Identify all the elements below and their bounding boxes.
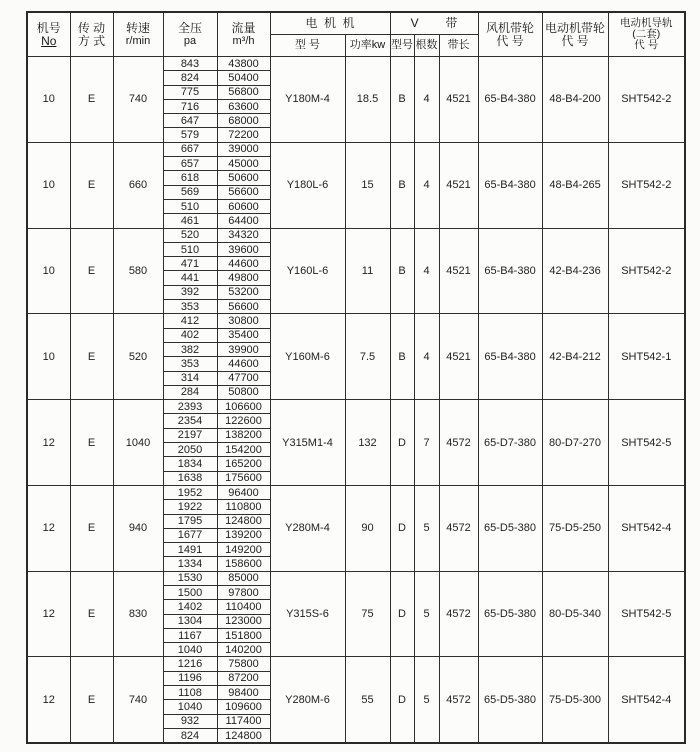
- cell-pressure: 2393: [163, 400, 217, 414]
- cell-drive-mode: E: [70, 142, 113, 228]
- cell-pressure: 647: [163, 114, 217, 128]
- cell-flow: 63600: [217, 99, 270, 113]
- header-label: No: [41, 33, 57, 48]
- cell-machine-no: 12: [27, 657, 70, 743]
- col-group-vbelt: V 带: [390, 12, 478, 35]
- cell-vbelt-model: D: [390, 400, 414, 486]
- cell-vbelt-count: 5: [414, 571, 439, 657]
- header-label: 电动机导轨: [620, 17, 673, 29]
- cell-flow: 123000: [217, 614, 270, 628]
- cell-fan-pulley: 65-B4-380: [478, 314, 542, 400]
- header-label: 代 号: [561, 33, 589, 48]
- header-label: 代 号: [496, 33, 524, 48]
- cell-flow: 53200: [217, 285, 270, 299]
- cell-fan-pulley: 65-D5-380: [478, 657, 542, 743]
- cell-pressure: 657: [163, 157, 217, 171]
- cell-flow: 98400: [217, 686, 270, 700]
- cell-motor-power: 132: [345, 400, 390, 486]
- cell-pressure: 392: [163, 285, 217, 299]
- cell-motor-power: 90: [345, 485, 390, 571]
- cell-drive-mode: E: [70, 657, 113, 743]
- cell-flow: 56800: [217, 85, 270, 99]
- cell-pressure: 284: [163, 385, 217, 399]
- cell-rail: SHT542-5: [608, 571, 685, 657]
- cell-rail: SHT542-2: [608, 57, 685, 143]
- cell-speed: 830: [113, 571, 163, 657]
- cell-pressure: 2197: [163, 428, 217, 442]
- cell-rail: SHT542-2: [608, 228, 685, 314]
- cell-speed: 520: [113, 314, 163, 400]
- cell-pressure: 824: [163, 728, 217, 743]
- cell-vbelt-model: B: [390, 228, 414, 314]
- header-label: 机号: [36, 20, 61, 35]
- cell-motor-model: Y160M-6: [270, 314, 345, 400]
- cell-flow: 109600: [217, 700, 270, 714]
- cell-flow: 64400: [217, 214, 270, 228]
- cell-fan-pulley: 65-B4-380: [478, 57, 542, 143]
- cell-rail: SHT542-5: [608, 400, 685, 486]
- cell-pressure: 1677: [163, 528, 217, 542]
- cell-rail: SHT542-4: [608, 485, 685, 571]
- cell-flow: 44600: [217, 257, 270, 271]
- cell-drive-mode: E: [70, 571, 113, 657]
- cell-flow: 175600: [217, 471, 270, 485]
- col-header-vbelt-model: 型号: [390, 35, 414, 57]
- col-header-fan-pulley: [478, 12, 542, 57]
- cell-vbelt-count: 5: [414, 657, 439, 743]
- cell-motor-pulley: 42-B4-212: [542, 314, 608, 400]
- cell-flow: 50800: [217, 385, 270, 399]
- cell-pressure: 716: [163, 99, 217, 113]
- cell-motor-pulley: 48-B4-265: [542, 142, 608, 228]
- cell-rail: SHT542-2: [608, 142, 685, 228]
- cell-flow: 122600: [217, 414, 270, 428]
- cell-drive-mode: E: [70, 400, 113, 486]
- cell-flow: 138200: [217, 428, 270, 442]
- spec-row: [27, 314, 685, 328]
- cell-pressure: 1834: [163, 457, 217, 471]
- cell-flow: 35400: [217, 328, 270, 342]
- cell-vbelt-count: 7: [414, 400, 439, 486]
- cell-flow: 117400: [217, 714, 270, 728]
- cell-speed: 1040: [113, 400, 163, 486]
- cell-pressure: 520: [163, 228, 217, 242]
- cell-speed: 740: [113, 57, 163, 143]
- cell-vbelt-model: D: [390, 571, 414, 657]
- header-label: 全压: [177, 20, 202, 35]
- col-header-pressure: [163, 12, 217, 57]
- cell-motor-pulley: 80-D7-270: [542, 400, 608, 486]
- cell-flow: 39000: [217, 142, 270, 156]
- cell-motor-model: Y280M-4: [270, 485, 345, 571]
- cell-machine-no: 10: [27, 142, 70, 228]
- cell-pressure: 461: [163, 214, 217, 228]
- cell-pressure: 1500: [163, 585, 217, 599]
- cell-vbelt-model: B: [390, 57, 414, 143]
- spec-row: [27, 142, 685, 156]
- spec-row: [27, 228, 685, 242]
- spec-row: [27, 485, 685, 499]
- cell-flow: 124800: [217, 728, 270, 743]
- cell-flow: 110800: [217, 500, 270, 514]
- cell-pressure: 1216: [163, 657, 217, 671]
- cell-flow: 87200: [217, 671, 270, 685]
- cell-vbelt-model: B: [390, 142, 414, 228]
- cell-flow: 56600: [217, 300, 270, 314]
- cell-flow: 68000: [217, 114, 270, 128]
- cell-motor-model: Y315S-6: [270, 571, 345, 657]
- cell-fan-pulley: 65-B4-380: [478, 142, 542, 228]
- cell-flow: 45000: [217, 157, 270, 171]
- col-header-motor-pulley: [542, 12, 608, 57]
- col-header-drive-mode: [70, 12, 113, 57]
- cell-motor-pulley: 75-D5-250: [542, 485, 608, 571]
- table-body: [27, 57, 685, 744]
- col-group-motor: 电 机 机: [270, 12, 390, 35]
- cell-pressure: 932: [163, 714, 217, 728]
- cell-motor-power: 18.5: [345, 57, 390, 143]
- cell-motor-power: 15: [345, 142, 390, 228]
- cell-pressure: 1952: [163, 485, 217, 499]
- cell-pressure: 412: [163, 314, 217, 328]
- cell-machine-no: 12: [27, 571, 70, 657]
- cell-drive-mode: E: [70, 228, 113, 314]
- spec-row: [27, 400, 685, 414]
- cell-vbelt-length: 4572: [439, 571, 478, 657]
- col-header-vbelt-length: 带长: [439, 35, 478, 57]
- cell-pressure: 824: [163, 71, 217, 85]
- cell-fan-pulley: 65-B4-380: [478, 228, 542, 314]
- cell-pressure: 843: [163, 57, 217, 71]
- cell-pressure: 1402: [163, 600, 217, 614]
- header-label: 方 式: [77, 33, 106, 48]
- cell-vbelt-length: 4572: [439, 400, 478, 486]
- cell-vbelt-length: 4521: [439, 142, 478, 228]
- header-label: 转速: [125, 20, 150, 35]
- cell-flow: 106600: [217, 400, 270, 414]
- cell-pressure: 1108: [163, 686, 217, 700]
- col-header-motor-model: 型 号: [270, 35, 345, 57]
- col-header-machine-no: [27, 12, 70, 57]
- cell-machine-no: 12: [27, 400, 70, 486]
- cell-speed: 660: [113, 142, 163, 228]
- cell-pressure: 579: [163, 128, 217, 142]
- cell-flow: 39900: [217, 342, 270, 356]
- cell-pressure: 1167: [163, 628, 217, 642]
- cell-pressure: 441: [163, 271, 217, 285]
- cell-pressure: 1491: [163, 543, 217, 557]
- cell-flow: 30800: [217, 314, 270, 328]
- cell-vbelt-model: D: [390, 657, 414, 743]
- cell-flow: 140200: [217, 643, 270, 657]
- cell-flow: 44600: [217, 357, 270, 371]
- cell-pressure: 569: [163, 185, 217, 199]
- cell-fan-pulley: 65-D5-380: [478, 571, 542, 657]
- cell-machine-no: 10: [27, 57, 70, 143]
- cell-motor-power: 7.5: [345, 314, 390, 400]
- cell-motor-power: 55: [345, 657, 390, 743]
- cell-pressure: 402: [163, 328, 217, 342]
- cell-speed: 940: [113, 485, 163, 571]
- cell-rail: SHT542-1: [608, 314, 685, 400]
- cell-pressure: 1304: [163, 614, 217, 628]
- cell-motor-model: Y280M-6: [270, 657, 345, 743]
- cell-flow: 56600: [217, 185, 270, 199]
- cell-pressure: 1530: [163, 571, 217, 585]
- header-label: (二套): [632, 28, 661, 40]
- cell-drive-mode: E: [70, 485, 113, 571]
- cell-pressure: 510: [163, 242, 217, 256]
- cell-motor-model: Y315M1-4: [270, 400, 345, 486]
- fan-motor-spec-table: [26, 11, 686, 744]
- cell-speed: 740: [113, 657, 163, 743]
- cell-flow: 43800: [217, 57, 270, 71]
- cell-flow: 50400: [217, 71, 270, 85]
- cell-vbelt-count: 4: [414, 314, 439, 400]
- cell-flow: 97800: [217, 585, 270, 599]
- cell-speed: 580: [113, 228, 163, 314]
- cell-flow: 139200: [217, 528, 270, 542]
- cell-flow: 49800: [217, 271, 270, 285]
- cell-flow: 75800: [217, 657, 270, 671]
- cell-vbelt-length: 4572: [439, 657, 478, 743]
- cell-pressure: 471: [163, 257, 217, 271]
- header-label: 传 动: [77, 20, 106, 35]
- cell-pressure: 1638: [163, 471, 217, 485]
- cell-flow: 110400: [217, 600, 270, 614]
- header-label: 代 号: [634, 39, 659, 51]
- cell-pressure: 1040: [163, 643, 217, 657]
- spec-row: [27, 571, 685, 585]
- cell-pressure: 1040: [163, 700, 217, 714]
- col-header-vbelt-count: 根数: [414, 35, 439, 57]
- cell-flow: 124800: [217, 514, 270, 528]
- cell-motor-model: Y160L-6: [270, 228, 345, 314]
- cell-flow: 165200: [217, 457, 270, 471]
- cell-motor-model: Y180L-6: [270, 142, 345, 228]
- cell-pressure: 2354: [163, 414, 217, 428]
- cell-fan-pulley: 65-D7-380: [478, 400, 542, 486]
- cell-motor-model: Y180M-4: [270, 57, 345, 143]
- cell-vbelt-length: 4521: [439, 314, 478, 400]
- spec-row: [27, 657, 685, 671]
- cell-motor-power: 75: [345, 571, 390, 657]
- cell-machine-no: 12: [27, 485, 70, 571]
- cell-motor-pulley: 42-B4-236: [542, 228, 608, 314]
- cell-vbelt-count: 5: [414, 485, 439, 571]
- cell-pressure: 1334: [163, 557, 217, 571]
- spec-row: [27, 57, 685, 71]
- cell-flow: 72200: [217, 128, 270, 142]
- cell-vbelt-length: 4572: [439, 485, 478, 571]
- cell-flow: 60600: [217, 199, 270, 213]
- cell-pressure: 353: [163, 357, 217, 371]
- cell-pressure: 382: [163, 342, 217, 356]
- cell-vbelt-count: 4: [414, 142, 439, 228]
- cell-rail: SHT542-4: [608, 657, 685, 743]
- cell-pressure: 510: [163, 199, 217, 213]
- header-label: 流量: [231, 20, 256, 35]
- cell-motor-power: 11: [345, 228, 390, 314]
- cell-pressure: 1795: [163, 514, 217, 528]
- cell-drive-mode: E: [70, 314, 113, 400]
- col-header-motor-rail: [608, 12, 685, 57]
- cell-motor-pulley: 75-D5-300: [542, 657, 608, 743]
- cell-vbelt-length: 4521: [439, 228, 478, 314]
- cell-pressure: 618: [163, 171, 217, 185]
- cell-flow: 39600: [217, 242, 270, 256]
- cell-flow: 158600: [217, 557, 270, 571]
- cell-pressure: 667: [163, 142, 217, 156]
- header-label: pa: [183, 34, 197, 47]
- cell-machine-no: 10: [27, 314, 70, 400]
- cell-pressure: 1196: [163, 671, 217, 685]
- col-header-flow: [217, 12, 270, 57]
- cell-flow: 149200: [217, 543, 270, 557]
- cell-motor-pulley: 80-D5-340: [542, 571, 608, 657]
- header-label: m³/h: [232, 34, 255, 47]
- cell-vbelt-length: 4521: [439, 57, 478, 143]
- table-header: [27, 12, 685, 57]
- cell-pressure: 353: [163, 300, 217, 314]
- col-header-speed: [113, 12, 163, 57]
- cell-vbelt-count: 4: [414, 228, 439, 314]
- cell-flow: 151800: [217, 628, 270, 642]
- cell-vbelt-model: D: [390, 485, 414, 571]
- cell-pressure: 1922: [163, 500, 217, 514]
- header-label: r/min: [125, 34, 151, 47]
- cell-pressure: 2050: [163, 443, 217, 457]
- col-header-motor-power: 功率kw: [345, 35, 390, 57]
- cell-flow: 85000: [217, 571, 270, 585]
- cell-flow: 47700: [217, 371, 270, 385]
- cell-motor-pulley: 48-B4-200: [542, 57, 608, 143]
- cell-machine-no: 10: [27, 228, 70, 314]
- cell-fan-pulley: 65-D5-380: [478, 485, 542, 571]
- cell-drive-mode: E: [70, 57, 113, 143]
- header-label: 电动机带轮: [545, 20, 606, 35]
- cell-pressure: 314: [163, 371, 217, 385]
- header-label: 风机带轮: [486, 20, 535, 35]
- cell-flow: 96400: [217, 485, 270, 499]
- cell-vbelt-count: 4: [414, 57, 439, 143]
- cell-pressure: 775: [163, 85, 217, 99]
- cell-flow: 34320: [217, 228, 270, 242]
- cell-flow: 154200: [217, 443, 270, 457]
- cell-vbelt-model: B: [390, 314, 414, 400]
- cell-flow: 50600: [217, 171, 270, 185]
